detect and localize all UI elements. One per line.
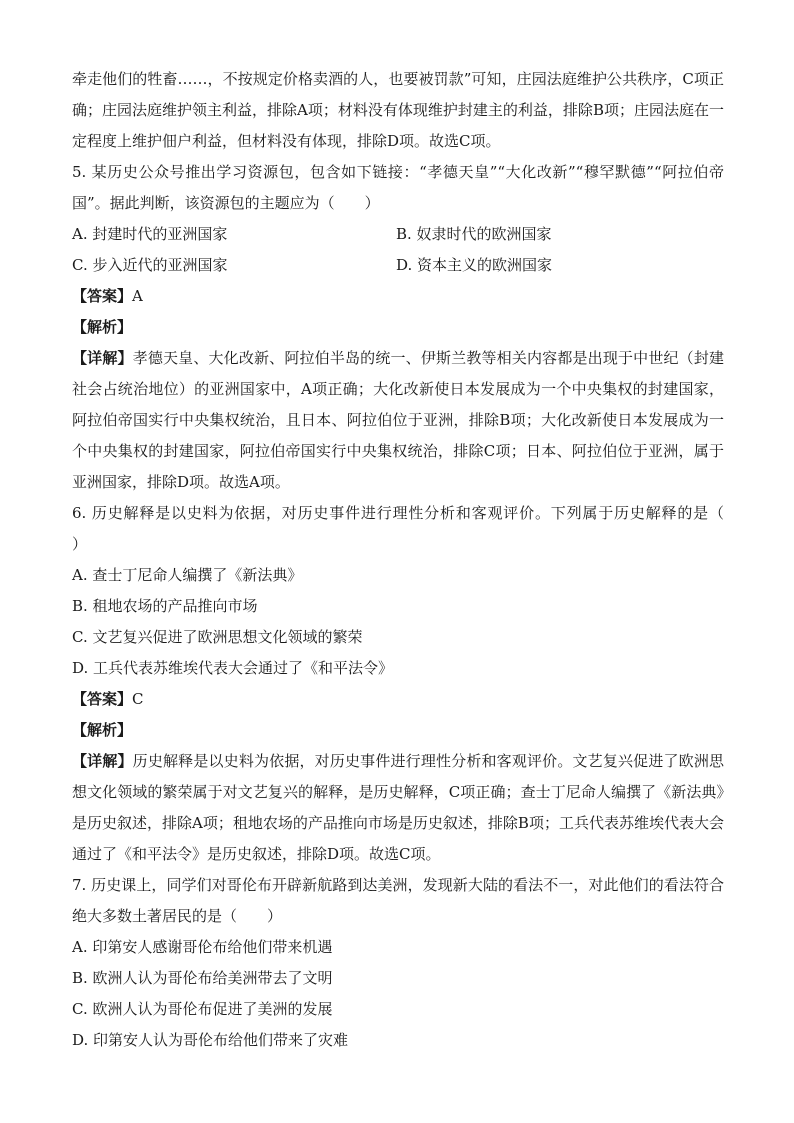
document-page [72,64,755,1056]
q6-option-c: C. 文艺复兴促进了欧洲思想文化领域的繁荣 [72,628,363,646]
q5-option-row-2 [72,250,724,281]
q5-option-a: A. 封建时代的亚洲国家 [72,225,228,243]
q5-option-d: D. 资本主义的欧洲国家 [396,256,553,274]
q6-detail-text: 历史解释是以史料为依据，对历史事件进行理性分析和客观评价。文艺复兴促进了欧洲思想文化领域的繁荣属于对文艺复兴的解释，是历史解释，C项正确；查士丁尼命人编撰了《新法典》是历史叙述，排除A项；租地农场的产品推向市场是历史叙述，排除B项；工兵代表苏维埃代表大会通过了《和平法令》是历史叙述，排除D项。故选C项。 [72,752,724,863]
q6-answer-label: 【答案】 [72,690,133,708]
q5-option-row-1 [72,219,724,250]
q6-option-b: B. 租地农场的产品推向市场 [72,597,258,615]
question-6 [72,498,755,870]
q7-option-d: D. 印第安人认为哥伦布给他们带来了灾难 [72,1031,349,1049]
q6-answer-value: C [132,690,144,708]
q5-option-b: B. 奴隶时代的欧洲国家 [396,225,552,243]
q5-option-c: C. 步入近代的亚洲国家 [72,256,228,274]
q5-analysis-label: 【解析】 [72,318,133,336]
q4-analysis-continuation: 牵走他们的牲畜……，不按规定价格卖酒的人，也要被罚款”可知，庄园法庭维护公共秩序，C项正确；庄园法庭维护领主利益，排除A项；材料没有体现维护封建主的利益，排除B项；庄园法庭在一定程度上维护佃户利益，但材料没有体现，排除D项。故选C项。 [72,70,724,150]
q5-stem: 5. 某历史公众号推出学习资源包，包含如下链接：“孝德天皇”“大化改新”“穆罕默德”“阿拉伯帝国”。据此判断，该资源包的主题应为（ ） [72,163,724,212]
question-5 [72,157,724,498]
q5-detail [72,343,724,498]
q6-stem: 6. 历史解释是以史料为依据，对历史事件进行理性分析和客观评价。下列属于历史解释的是（ ） [72,504,755,553]
q6-answer [72,684,724,715]
q7-option-b: B. 欧洲人认为哥伦布给美洲带去了文明 [72,969,333,987]
q5-detail-label: 【详解】 [72,349,133,367]
question-7 [72,870,724,1056]
q6-detail-label: 【详解】 [72,752,133,770]
q6-option-d: D. 工兵代表苏维埃代表大会通过了《和平法令》 [72,659,394,677]
q7-option-a: A. 印第安人感谢哥伦布给他们带来机遇 [72,938,333,956]
q7-stem: 7. 历史课上，同学们对哥伦布开辟新航路到达美洲，发现新大陆的看法不一，对此他们的看法符合绝大多数土著居民的是（ ） [72,876,724,925]
q5-answer-value: A [132,287,143,305]
q6-option-a: A. 查士丁尼命人编撰了《新法典》 [72,566,303,584]
q6-detail [72,746,724,870]
q6-analysis-label: 【解析】 [72,721,133,739]
q7-option-c: C. 欧洲人认为哥伦布促进了美洲的发展 [72,1000,333,1018]
q5-answer-label: 【答案】 [72,287,133,305]
q5-answer [72,281,724,312]
q5-detail-text: 孝德天皇、大化改新、阿拉伯半岛的统一、伊斯兰教等相关内容都是出现于中世纪（封建社会占统治地位）的亚洲国家中，A项正确；大化改新使日本发展成为一个中央集权的封建国家，阿拉伯帝国实行中央集权统治，且日本、阿拉伯位于亚洲，排除B项；大化改新使日本发展成为一个中央集权的封建国家，阿拉伯帝国实行中央集权统治，排除C项；日本、阿拉伯位于亚洲，属于亚洲国家，排除D项。故选A项。 [72,349,724,491]
